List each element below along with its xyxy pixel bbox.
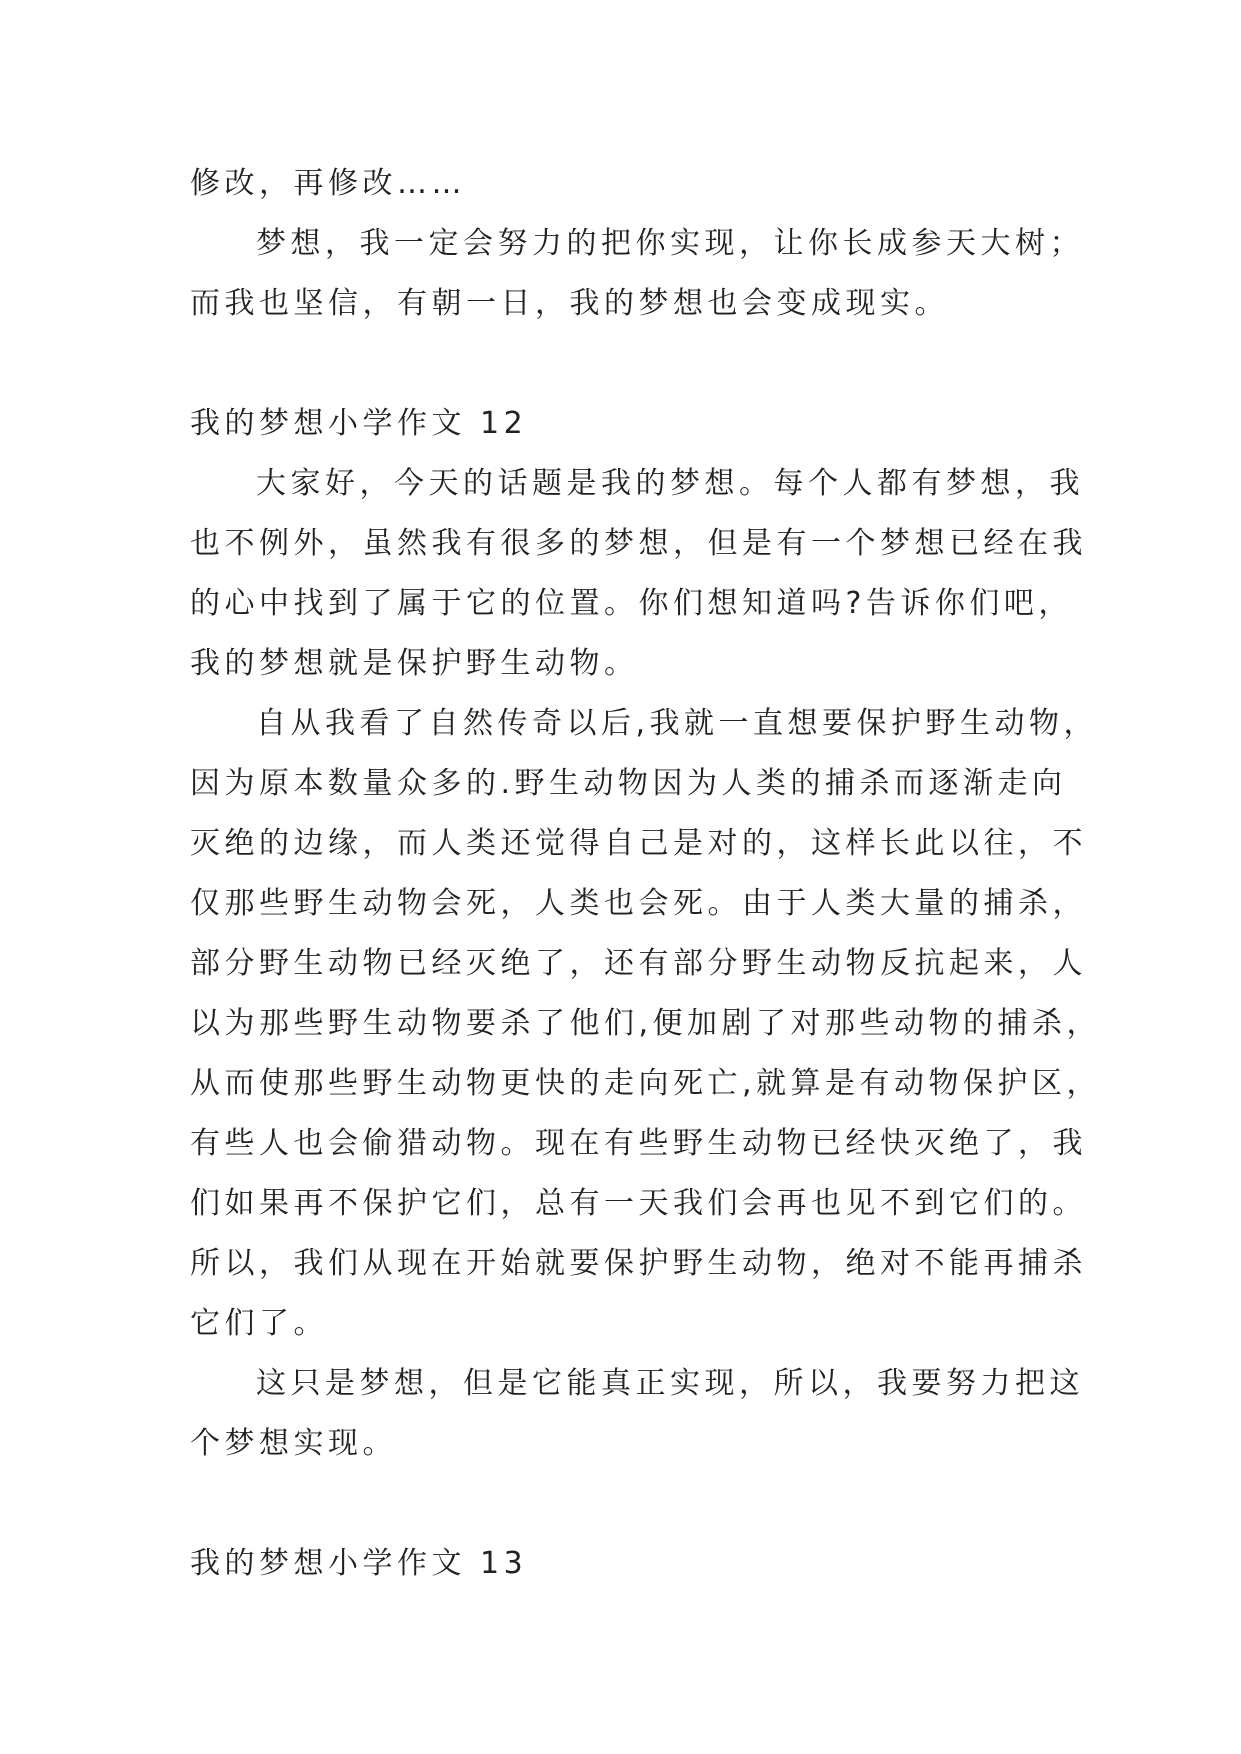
section-heading: 我的梦想小学作文 13 xyxy=(190,1546,528,1581)
text-line: 梦想，我一定会努力的把你实现，让你长成参天大树； xyxy=(256,226,1084,261)
text-line: 的心中找到了属于它的位置。你们想知道吗?告诉你们吧， xyxy=(190,586,1073,621)
text-line: 也不例外，虽然我有很多的梦想，但是有一个梦想已经在我 xyxy=(190,526,1087,561)
text-line: 而我也坚信，有朝一日，我的梦想也会变成现实。 xyxy=(190,286,949,321)
text-line: 大家好，今天的话题是我的梦想。每个人都有梦想，我 xyxy=(256,466,1084,501)
text-line: 因为原本数量众多的.野生动物因为人类的捕杀而逐渐走向 xyxy=(190,766,1067,801)
text-line: 自从我看了自然传奇以后,我就一直想要保护野生动物， xyxy=(256,706,1099,741)
text-line: 部分野生动物已经灭绝了，还有部分野生动物反抗起来，人 xyxy=(190,946,1087,981)
text-line: 我的梦想就是保护野生动物。 xyxy=(190,646,639,681)
text-line: 所以，我们从现在开始就要保护野生动物，绝对不能再捕杀 xyxy=(190,1246,1087,1281)
text-line: 修改，再修改…… xyxy=(190,166,466,201)
text-line: 灭绝的边缘，而人类还觉得自己是对的，这样长此以往，不 xyxy=(190,826,1087,861)
text-line: 仅那些野生动物会死，人类也会死。由于人类大量的捕杀， xyxy=(190,886,1087,921)
text-line: 们如果再不保护它们，总有一天我们会再也见不到它们的。 xyxy=(190,1186,1087,1221)
section-heading: 我的梦想小学作文 12 xyxy=(190,406,528,441)
text-line: 这只是梦想，但是它能真正实现，所以，我要努力把这 xyxy=(256,1366,1084,1401)
text-line: 个梦想实现。 xyxy=(190,1426,397,1461)
text-line: 有些人也会偷猎动物。现在有些野生动物已经快灭绝了，我 xyxy=(190,1126,1087,1161)
text-line: 以为那些野生动物要杀了他们,便加剧了对那些动物的捕杀， xyxy=(190,1006,1102,1041)
text-line: 从而使那些野生动物更快的走向死亡,就算是有动物保护区， xyxy=(190,1066,1102,1101)
text-line: 它们了。 xyxy=(190,1306,328,1341)
